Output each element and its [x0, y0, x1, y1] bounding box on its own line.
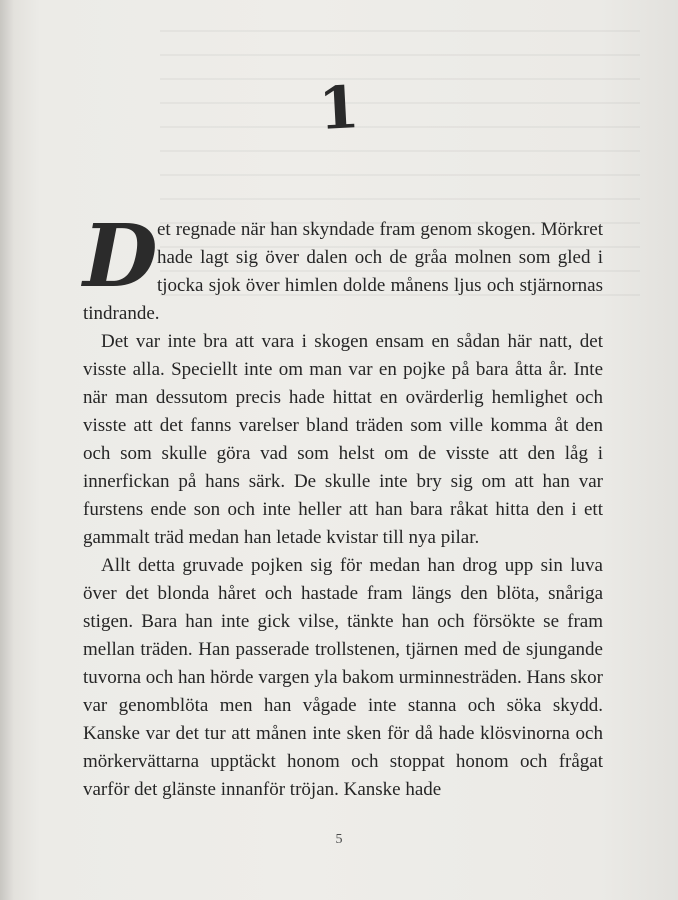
page-number: 5 [335, 832, 343, 847]
chapter-number: 1 [317, 72, 361, 144]
paragraph-1-text: et regnade när han skyndade fram genom skogen. Mörkret hade lagt sig över dalen och de gråa molnen som gled i tjocka sjok över himlen dolde månens ljus och stjärnornas tindrande. [83, 219, 603, 324]
chapter-text [83, 206, 603, 804]
paragraph-1 [83, 206, 603, 328]
paragraph-3: Allt detta gruvade pojken sig för medan han drog upp sin luva över det blonda håret och hastade fram längs den blöta, snåriga stigen. Bara han inte gick vilse, tänkte han och försökte se fram mellan träden. Han passerade trollstenen, tjärnen med de sjungande tuvorna och han hörde vargen yla bakom urminnesträden. Hans skor var genomblöta men han vågade inte stanna och söka skydd. Kanske var det tur att månen inte sken för då hade klösvinorna och mörkervättarna upptäckt honom och stoppat honom och frågat varför det glänste innanför tröjan. Kanske hade [83, 555, 603, 800]
drop-cap-letter: D [83, 206, 158, 307]
paragraph-2: Det var inte bra att vara i skogen ensam en sådan här natt, det visste alla. Speciellt inte om man var en pojke på bara åtta år. Inte när man dessutom precis hade hittat en ovärderlig hemlighet och visste att det fanns varelser bland träden som ville komma åt den och som skulle göra vad som helst om de visste att den låg i innerfickan på hans särk. De skulle inte bry sig om att han var furstens ende son och inte heller att han bara råkat hitta den i ett gammalt träd medan han letade kvistar till nya pilar. [83, 331, 603, 548]
